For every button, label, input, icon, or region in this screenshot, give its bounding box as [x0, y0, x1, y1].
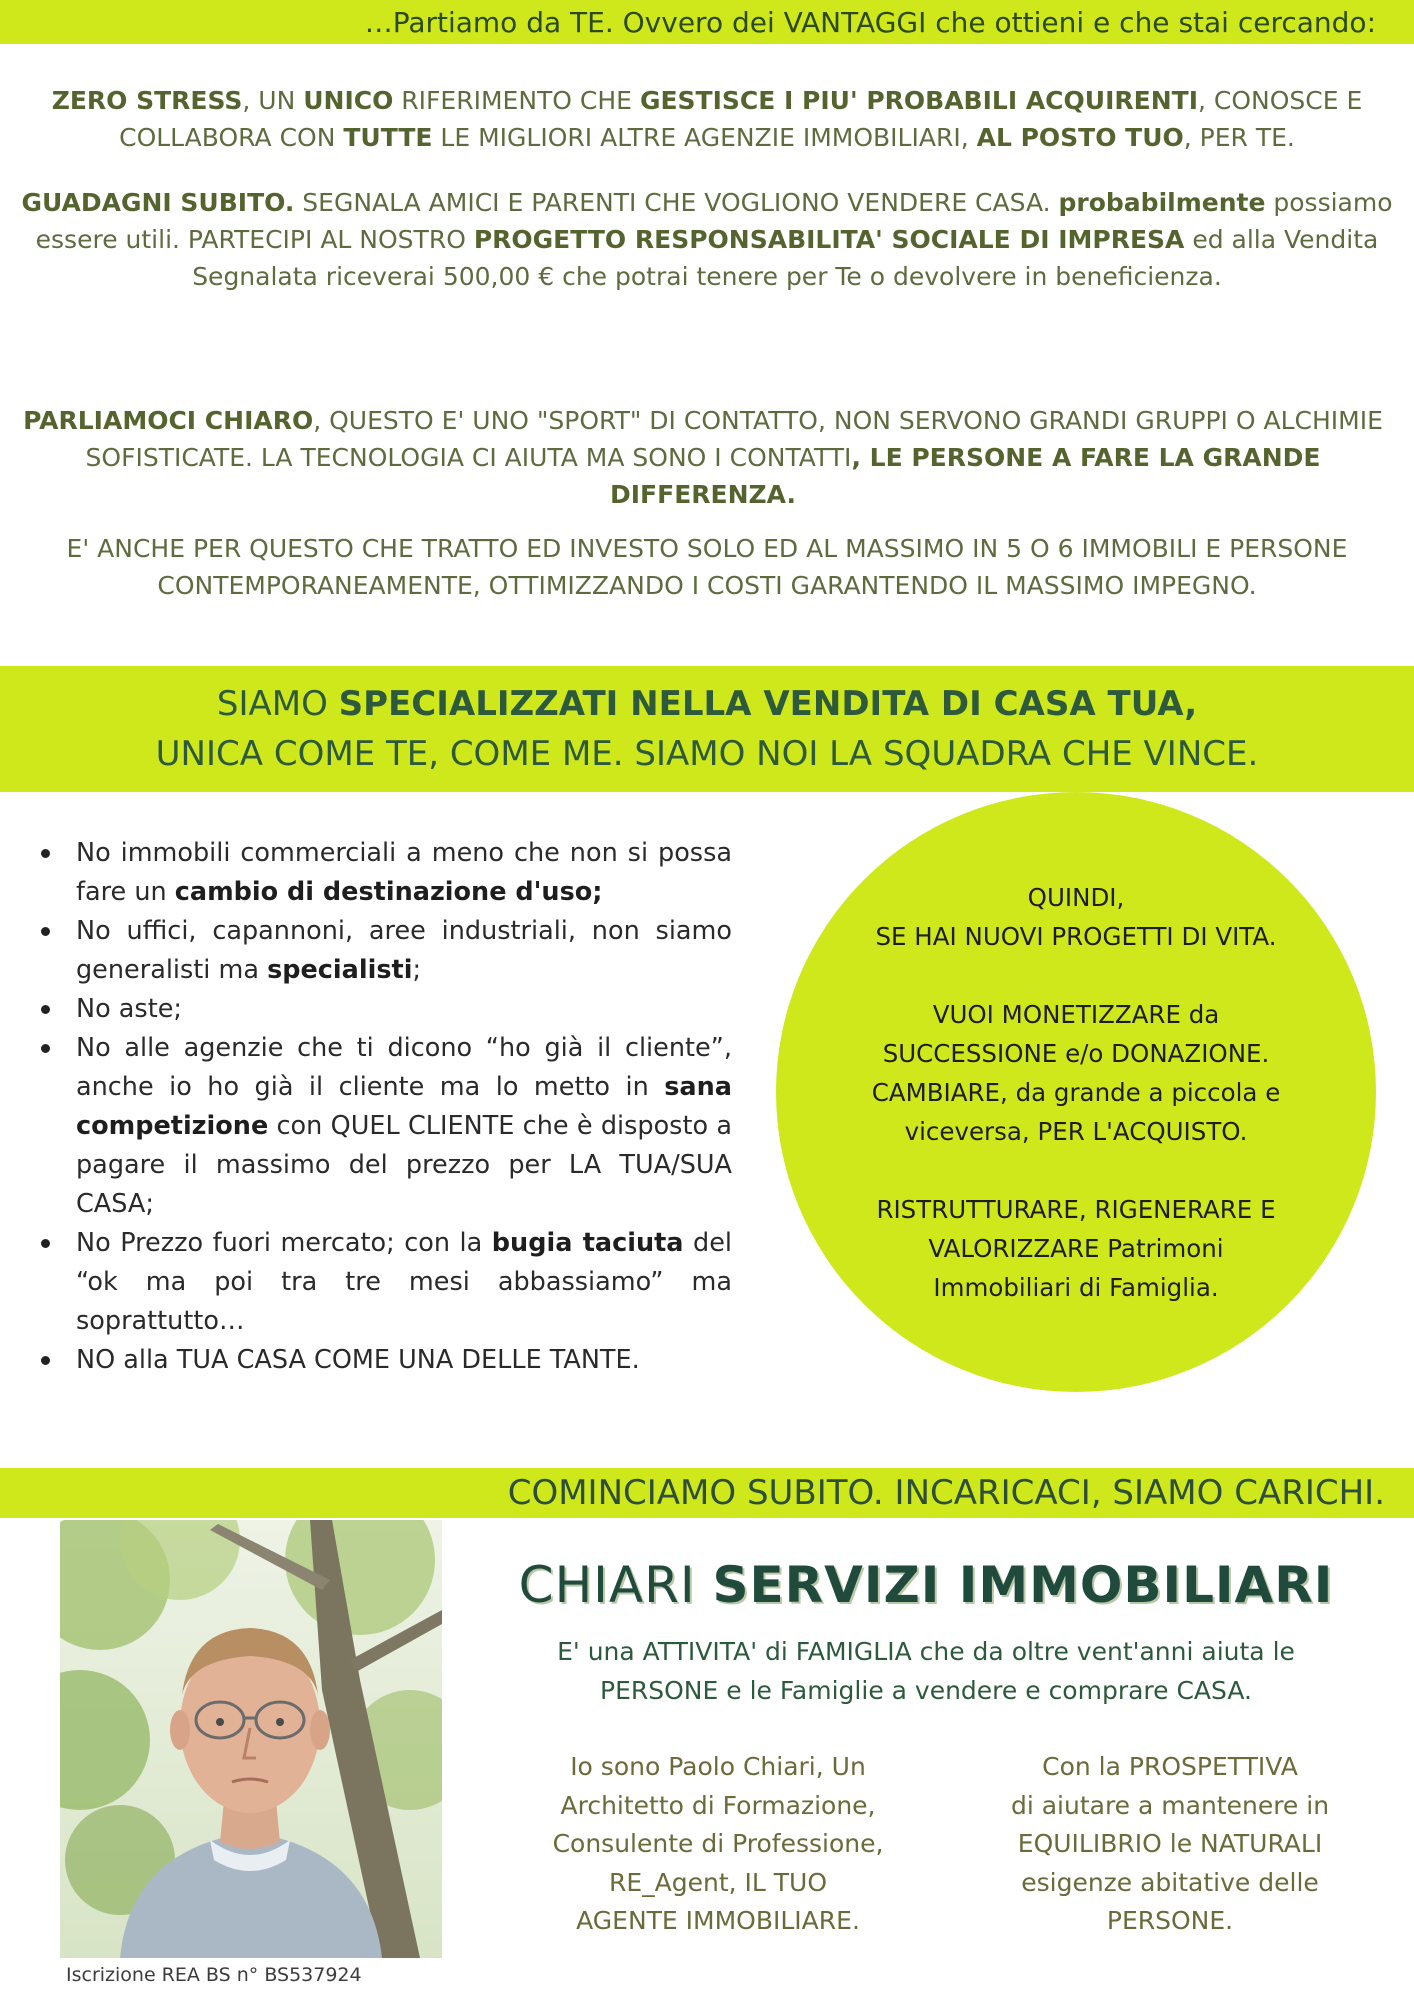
list-item: NO alla TUA CASA COME UNA DELLE TANTE. [38, 1341, 732, 1380]
specialization-line-1: SIAMO SPECIALIZZATI NELLA VENDITA DI CASA TUA, [216, 684, 1198, 724]
portrait-illustration [60, 1520, 442, 1958]
list-item: No Prezzo fuori mercato; con la bugia taciuta del “ok ma poi tra tre mesi abbassiamo” ma soprattutto… [38, 1224, 732, 1341]
bio-left: Io sono Paolo Chiari, Un Architetto di Formazione, Consulente di Professione, RE_Agent, IL TUO AGENTE IMMOBILIARE. [552, 1752, 884, 1935]
exclusions-list [38, 834, 732, 1380]
intro-paragraph-1: ZERO STRESS, UN UNICO RIFERIMENTO CHE GESTISCE I PIU' PROBABILI ACQUIRENTI, CONOSCE E COLLABORA CON TUTTE LE MIGLIORI ALTRE AGENZIE IMMOBILIARI, AL POSTO TUO, PER TE. [51, 86, 1363, 152]
intro-paragraph-3: PARLIAMOCI CHIARO, QUESTO E' UNO "SPORT" DI CONTATTO, NON SERVONO GRANDI GRUPPI O ALCHIMIE SOFISTICATE. LA TECNOLOGIA CI AIUTA MA SONO I CONTATTI, LE PERSONE A FARE LA GRANDE DIFFERENZA. [23, 406, 1383, 509]
list-item: No uffici, capannoni, aree industriali, non siamo generalisti ma specialisti; [38, 912, 732, 990]
circle-text [826, 878, 1326, 1307]
specialization-line-2: UNICA COME TE, COME ME. SIAMO NOI LA SQUADRA CHE VINCE. [155, 734, 1259, 774]
brand-description: E' una ATTIVITA' di FAMIGLIA che da oltre vent'anni aiuta le PERSONE e le Famiglie a vendere e comprare CASA. [557, 1637, 1295, 1705]
circle-block-2: VUOI MONETIZZARE da SUCCESSIONE e/o DONAZIONE. CAMBIARE, da grande a piccola e viceversa, PER L'ACQUISTO. [871, 999, 1281, 1146]
bio-right: Con la PROSPETTIVA di aiutare a mantenere in EQUILIBRIO le NATURALI esigenze abitative delle PERSONE. [1010, 1752, 1330, 1935]
intro-paragraph-4: E' ANCHE PER QUESTO CHE TRATTO ED INVESTO SOLO ED AL MASSIMO IN 5 O 6 IMMOBILI E PERSONE CONTEMPORANEAMENTE, OTTIMIZZANDO I COSTI GARANTENDO IL MASSIMO IMPEGNO. [66, 534, 1348, 600]
brand-title: CHIARI SERVIZI IMMOBILIARI [518, 1556, 1334, 1614]
cta-text: COMINCIAMO SUBITO. INCARICACI, SIAMO CARICHI. [507, 1473, 1385, 1513]
circle-block-3: RISTRUTTURARE, RIGENERARE E VALORIZZARE Patrimoni Immobiliari di Famiglia. [876, 1194, 1276, 1302]
cta-band [0, 1468, 1414, 1518]
agent-portrait-photo [60, 1520, 442, 1958]
highlight-circle [776, 792, 1376, 1392]
header-title: …Partiamo da TE. Ovvero dei VANTAGGI che ottieni e che stai cercando: [364, 5, 1376, 39]
list-item: No alle agenzie che ti dicono “ho già il cliente”, anche io ho già il cliente ma lo metto in sana competizione con QUEL CLIENTE che è disposto a pagare il massimo del prezzo per LA TUA/SUA CASA; [38, 1029, 732, 1224]
list-item: No immobili commerciali a meno che non si possa fare un cambio di destinazione d'uso; [38, 834, 732, 912]
list-item: No aste; [38, 990, 732, 1029]
specialization-band [0, 666, 1414, 792]
header-bar [0, 0, 1414, 44]
registration-number: Iscrizione REA BS n° BS537924 [66, 1964, 362, 1986]
circle-block-1: QUINDI, SE HAI NUOVI PROGETTI DI VITA. [875, 882, 1277, 951]
intro-paragraph-2: GUADAGNI SUBITO. SEGNALA AMICI E PARENTI CHE VOGLIONO VENDERE CASA. probabilmente possiamo essere utili. PARTECIPI AL NOSTRO PROGETTO RESPONSABILITA' SOCIALE DI IMPRESA ed alla Vendita Segnalata riceverai 500,00 € che potrai tenere per Te o devolvere in beneficienza. [21, 188, 1393, 291]
